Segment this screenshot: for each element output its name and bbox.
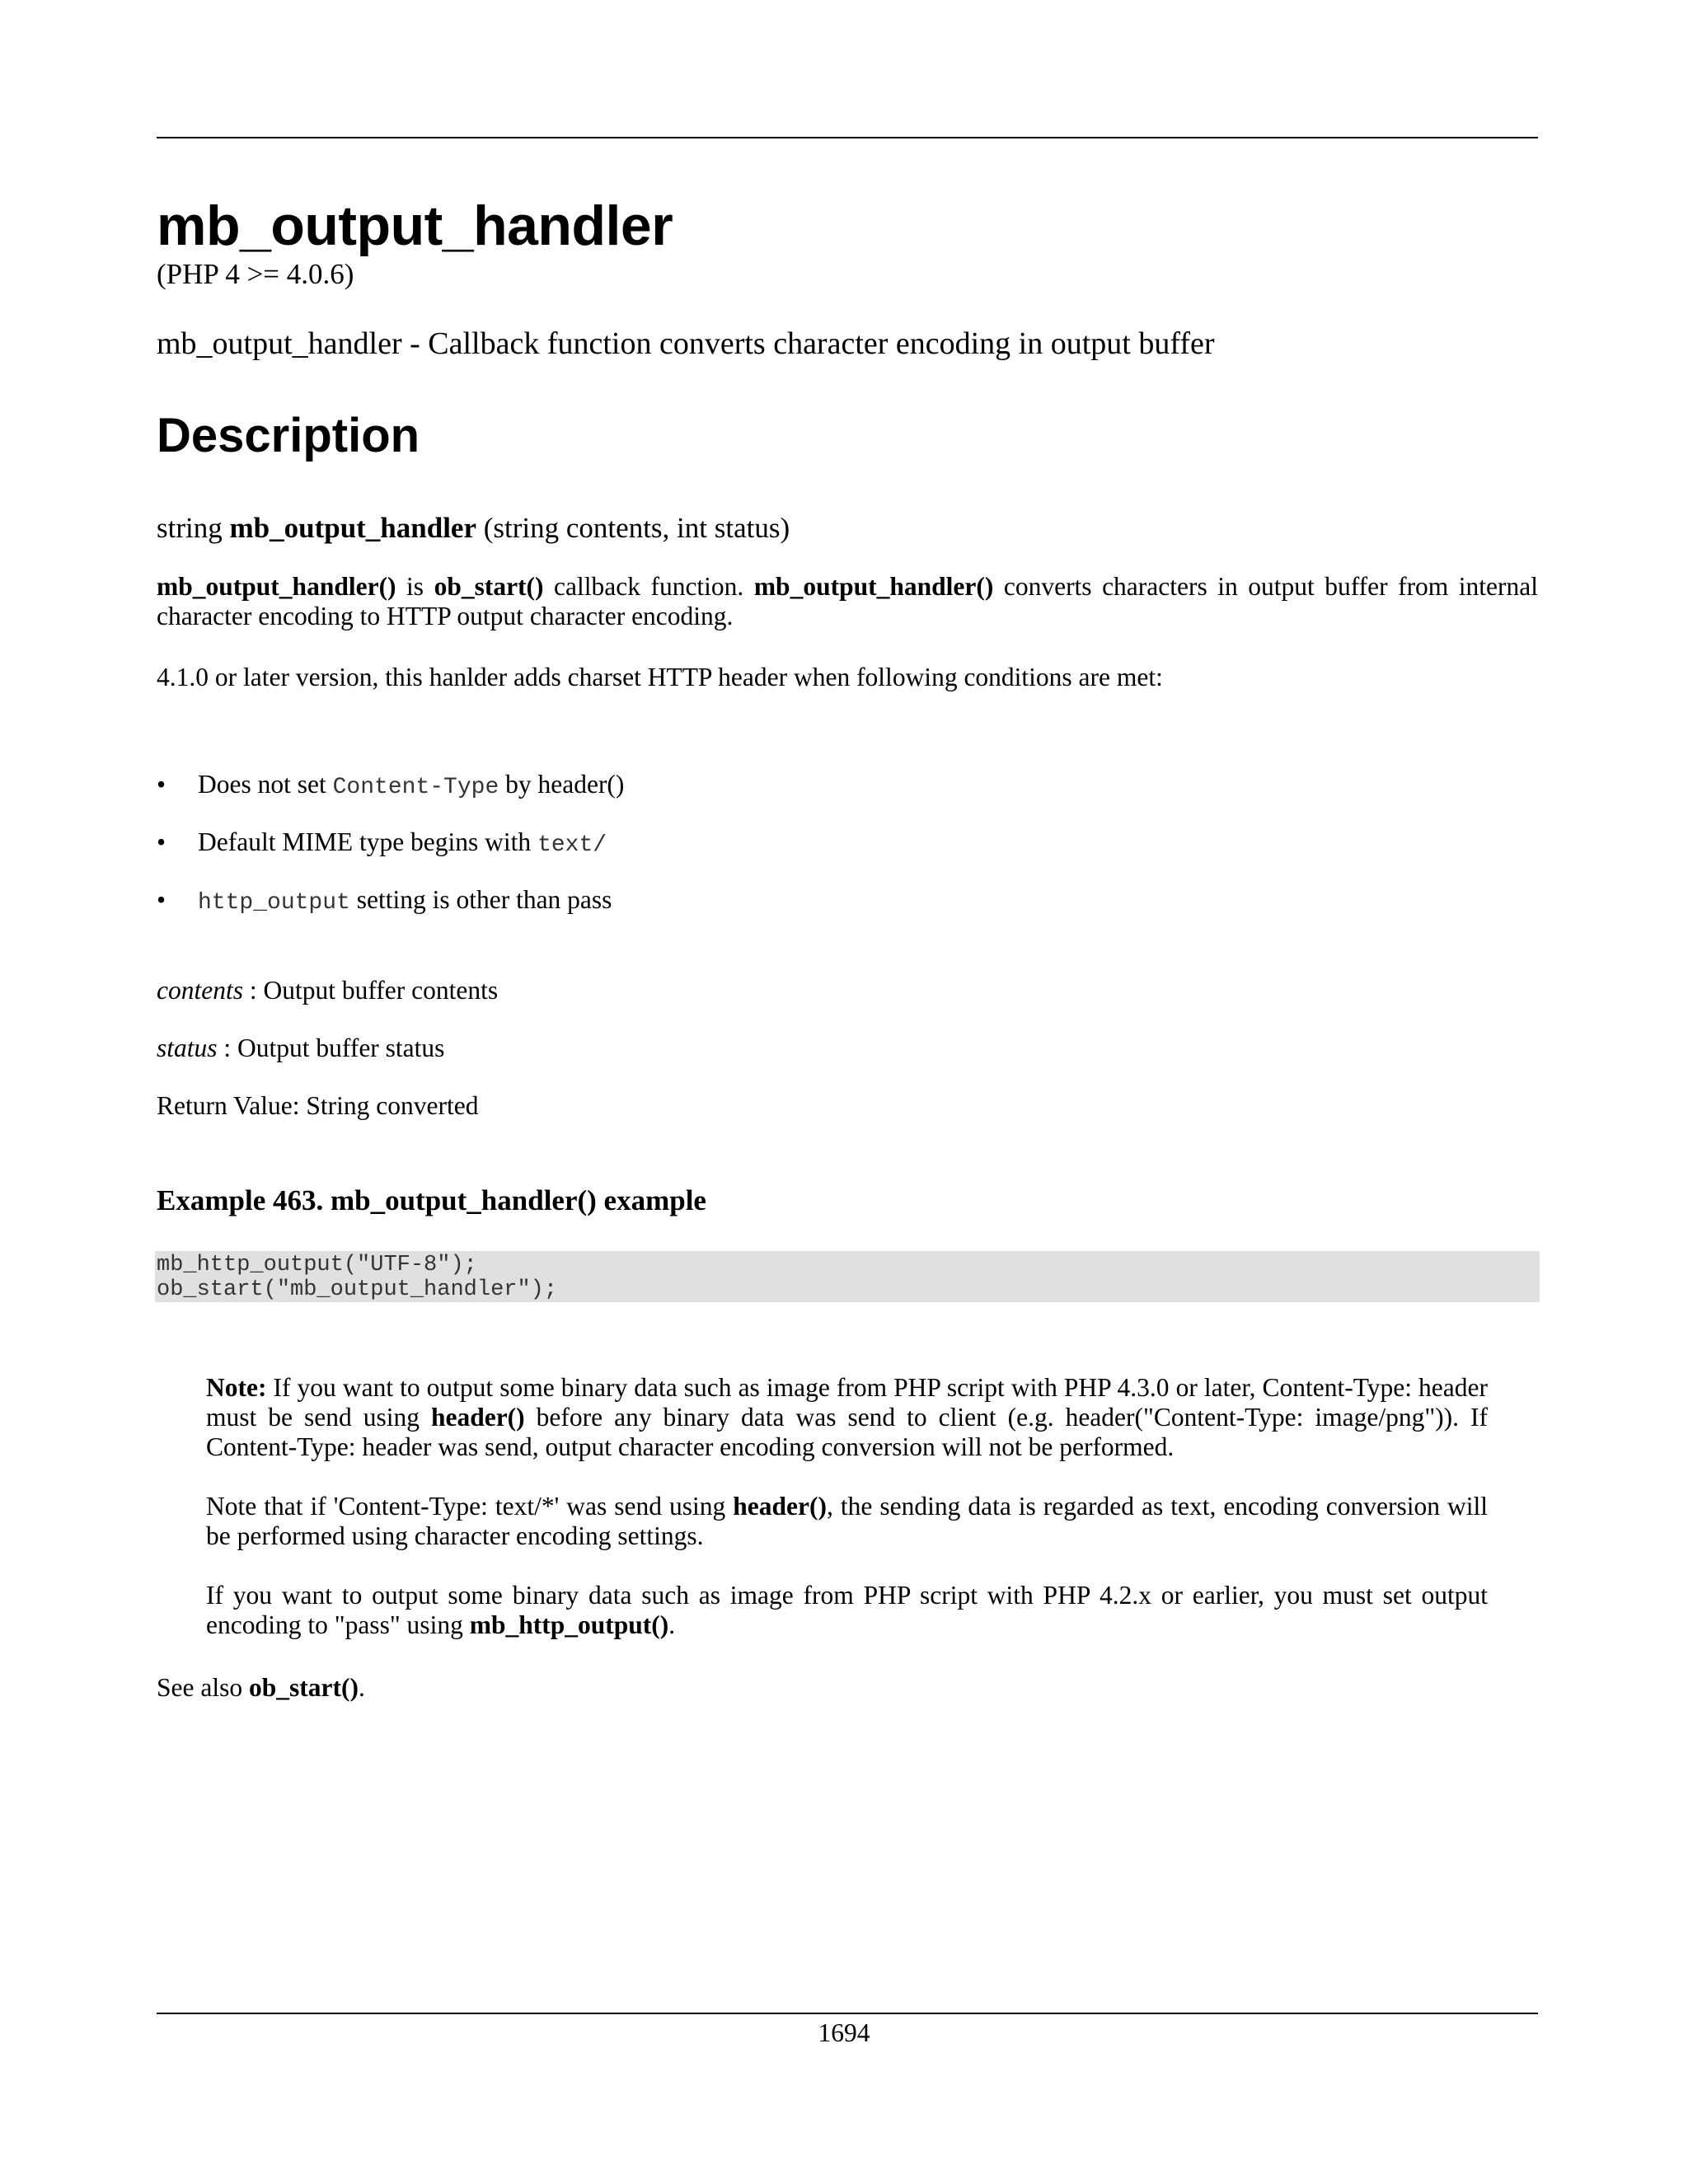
footer-rule: [157, 2013, 1538, 2014]
inline-code: Content-Type: [332, 775, 499, 800]
parameter-name: status: [157, 1033, 218, 1062]
text-run: See also: [157, 1673, 249, 1702]
function-ref: header(): [430, 1403, 525, 1432]
parameter-contents: [157, 976, 1538, 1005]
function-ref: mb_output_handler(): [753, 572, 994, 601]
text-run: .: [358, 1673, 365, 1702]
parameter-description: : Output buffer status: [217, 1033, 445, 1062]
parameter-name: contents: [157, 976, 243, 1005]
text-run: Does not set: [198, 770, 333, 799]
page-title: mb_output_handler: [157, 194, 673, 257]
text-run: converts characters in output buffer from internal character encoding to HTTP output character encoding.: [157, 572, 1539, 630]
list-item: [157, 885, 1538, 943]
example-title: Example 463. mb_output_handler() example: [157, 1184, 706, 1216]
bullet-marker: •: [157, 770, 166, 799]
list-item: [157, 827, 1538, 885]
code-line: ob_start("mb_output_handler");: [157, 1277, 558, 1302]
synopsis-function-name: mb_output_handler: [229, 512, 477, 544]
text-run: .: [668, 1610, 676, 1639]
text-run: Default MIME type begins with: [198, 827, 538, 856]
function-summary: mb_output_handler - Callback function converts character encoding in output buffer: [157, 326, 1215, 361]
text-run: callback function.: [543, 572, 754, 601]
code-line: mb_http_output("UTF-8");: [157, 1253, 477, 1277]
return-value: Return Value: String converted: [157, 1091, 479, 1120]
bullet-marker: •: [157, 827, 166, 856]
text-run: by header(): [499, 770, 625, 799]
note-label: Note:: [206, 1373, 267, 1402]
inline-code: http_output: [198, 890, 350, 916]
function-ref: mb_output_handler(): [157, 572, 396, 601]
text-run: is: [396, 572, 434, 601]
function-synopsis: [157, 511, 1538, 546]
page-number: 1694: [818, 2018, 870, 2047]
function-ref: ob_start(): [434, 572, 544, 601]
section-heading: Description: [157, 409, 420, 462]
text-run: If you want to output some binary data such as image from PHP script with PHP 4.3.0 or later, Content-Type: header must be send using: [206, 1373, 1488, 1432]
version-info: (PHP 4 >= 4.0.6): [157, 258, 354, 290]
text-run: If you want to output some binary data such as image from PHP script with PHP 4.2.x or earlier, you must set output encoding to "pass" using: [206, 1581, 1488, 1639]
bullet-marker: •: [157, 885, 166, 914]
note-paragraph: [206, 1492, 1488, 1551]
note-paragraph: [206, 1373, 1488, 1462]
text-run: before any binary data was send to client (e.g. header("Content-Type: image/png")). If Content-Type: header was send, output character encoding conversion will not be performed.: [206, 1403, 1488, 1461]
synopsis-params: (string contents, int status): [483, 512, 790, 544]
description-paragraph: [157, 572, 1538, 631]
code-example: [155, 1251, 1540, 1302]
note-paragraph: [206, 1581, 1488, 1640]
inline-code: text/: [537, 832, 607, 858]
return-type: string: [157, 512, 223, 544]
header-rule: [157, 137, 1538, 138]
conditions-list: [157, 770, 1538, 943]
see-also: [157, 1673, 1538, 1703]
list-item: [157, 770, 1538, 827]
text-run: , the sending data is regarded as text, encoding conversion will be performed using character encoding settings.: [206, 1492, 1489, 1550]
conditions-intro: 4.1.0 or later version, this hanlder adds charset HTTP header when following conditions are met:: [157, 663, 1163, 691]
text-run: setting is other than pass: [349, 885, 612, 914]
parameter-status: [157, 1033, 1538, 1063]
text-run: Note that if 'Content-Type: text/*' was send using: [206, 1492, 734, 1521]
function-ref: ob_start(): [248, 1673, 359, 1702]
parameter-description: : Output buffer contents: [242, 976, 499, 1005]
function-ref: mb_http_output(): [469, 1610, 669, 1639]
function-ref: header(): [733, 1492, 827, 1521]
